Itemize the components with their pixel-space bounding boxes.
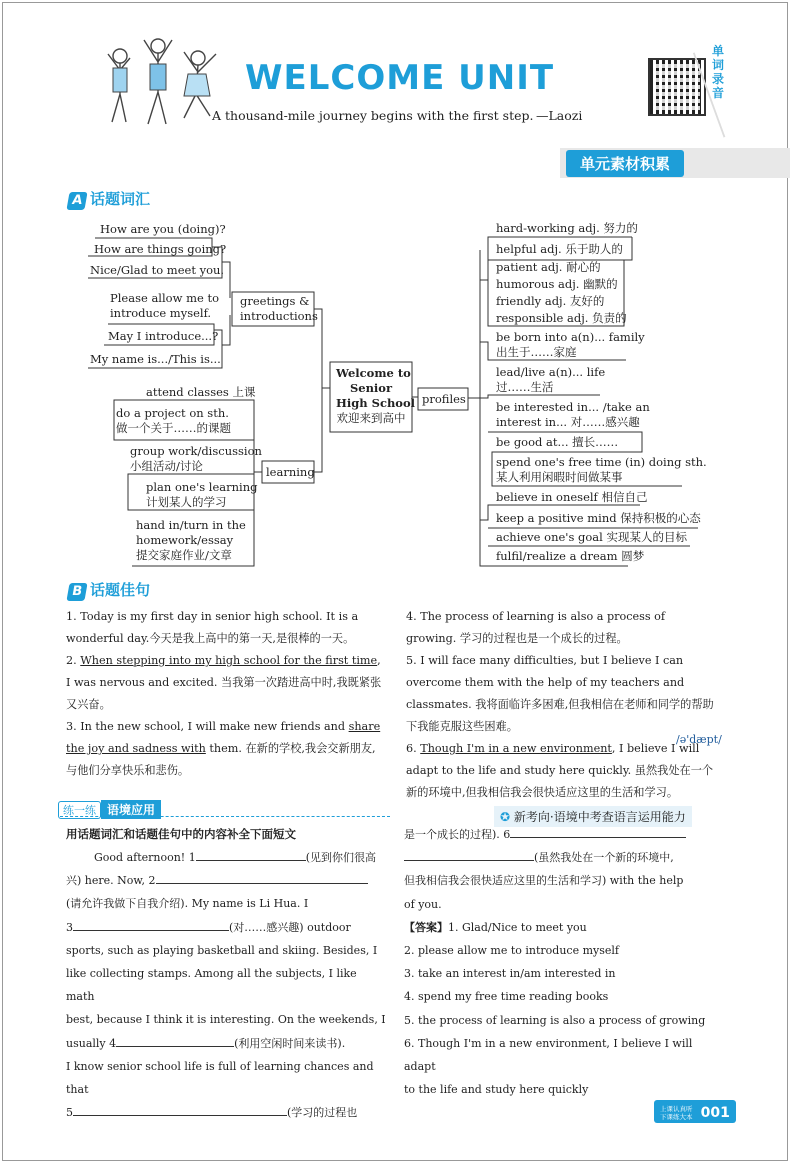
sentence-2-rest: , I was nervous and excited. 当我第一次踏进高中时,我既紧张又兴奋。 xyxy=(66,654,382,711)
profile-item: spend one's free time (in) doing sth. xyxy=(496,455,707,469)
section-a-badge: A xyxy=(66,192,87,210)
sentence-2-highlight: When stepping into my high school for the first time xyxy=(80,654,378,667)
exercise-instruction: 用话题词汇和话题佳句中的内容补全下面短文 xyxy=(66,827,296,841)
hub-learning: learning xyxy=(266,465,315,479)
unit-title: WELCOME UNIT xyxy=(245,58,555,98)
passage-line: sports, such as playing basketball and skiing. Besides, I xyxy=(66,943,378,957)
learning-item: 小组活动/讨论 xyxy=(130,459,203,473)
passage-line xyxy=(404,823,724,846)
passage-line xyxy=(66,869,388,892)
answer-item: 1. Glad/Nice to meet you xyxy=(448,920,587,934)
profile-item: humorous adj. 幽默的 xyxy=(496,277,618,291)
passage-text: 3 xyxy=(66,920,73,934)
sentence-6 xyxy=(406,738,718,804)
exercise-passage-right xyxy=(404,823,724,1101)
greeting-item: introduce myself. xyxy=(110,306,212,320)
sentence-6-rest: , I believe I will adapt to the life and study here quickly. 虽然我处在一个新的环境中,但我相信我会很快适应这里的生活和学习。 xyxy=(406,742,714,799)
answer-item: 3. take an interest in/am interested in xyxy=(404,967,616,981)
blank-6[interactable] xyxy=(510,837,686,838)
profile-item: believe in oneself 相信自己 xyxy=(496,490,648,504)
passage-line: of you. xyxy=(404,897,442,911)
blank-4[interactable] xyxy=(116,1046,234,1047)
answer-item: 6. Though I'm in a new environment, I believe I will adapt xyxy=(404,1036,693,1074)
center-line: High School xyxy=(336,396,416,410)
passage-line: (请允许我做下自我介绍). My name is Li Hua. I xyxy=(66,897,309,911)
section-tag: 单元素材积累 xyxy=(566,150,684,177)
profile-item: be good at... 擅长…… xyxy=(496,435,619,449)
greeting-item: My name is.../This is... xyxy=(90,352,221,366)
sentence-1: 1. Today is my first day in senior high school. It is a wonderful day.今天是我上高中的第一天,是很棒的一天。 xyxy=(66,610,359,645)
page-number: 001 xyxy=(700,1104,730,1121)
blank-5[interactable] xyxy=(73,1115,287,1116)
learning-item: homework/essay xyxy=(136,533,234,547)
blank-6-cont[interactable] xyxy=(404,860,534,861)
profile-item: be interested in... /take an xyxy=(496,400,650,414)
learning-item: group work/discussion xyxy=(130,444,262,458)
profile-item: 出生于……家庭 xyxy=(496,345,577,359)
greeting-item: Please allow me to xyxy=(110,291,219,305)
answer-item: to the life and study here quickly xyxy=(404,1083,589,1097)
exercise-divider xyxy=(60,816,390,817)
footer-slogan xyxy=(660,1105,693,1121)
passage-line: 但我相信我会很快适应这里的生活和学习) with the help xyxy=(404,874,684,888)
page-footer xyxy=(654,1100,736,1123)
sentence-3-start: 3. In the new school, I will make new friends and xyxy=(66,720,349,733)
passage-text: 兴) here. Now, 2 xyxy=(66,874,156,888)
footer-slogan-2: 下课练大本 xyxy=(660,1112,693,1121)
profile-item: achieve one's goal 实现某人的目标 xyxy=(496,530,687,544)
passage-text: (利用空闲时间来读书). xyxy=(234,1036,346,1050)
sentence-5: 5. I will face many difficulties, but I believe I can overcome them with the help of my teachers and classmates. 我将面临许多困难,但我相信在老师和同学的帮助下我能克服这些困难。 xyxy=(406,654,714,733)
greeting-item: How are things going? xyxy=(94,242,227,256)
passage-text: (学习的过程也 xyxy=(287,1106,358,1120)
learning-item: 计划某人的学习 xyxy=(146,495,227,509)
learning-item: 提交家庭作业/文章 xyxy=(136,548,232,562)
learning-item: 做一个关于……的课题 xyxy=(116,421,231,435)
exercise-badge-a: 练一练 xyxy=(58,801,101,819)
answer-item: 2. please allow me to introduce myself xyxy=(404,944,619,958)
sentence-right-column xyxy=(406,606,718,804)
section-b-heading xyxy=(68,579,150,601)
center-line: 欢迎来到高中 xyxy=(336,411,406,425)
greeting-item: Nice/Glad to meet you. xyxy=(90,263,225,277)
phonetic-note: /ə'dæpt/ xyxy=(676,733,722,746)
passage-line xyxy=(66,916,388,939)
footer-slogan-1: 上课认真听 xyxy=(660,1104,693,1113)
passage-text: Good afternoon! 1 xyxy=(94,851,196,864)
learning-item: hand in/turn in the xyxy=(136,518,246,532)
section-b-badge: B xyxy=(66,583,87,601)
passage-line: I know senior school life is full of learning chances and that xyxy=(66,1059,374,1097)
profile-item: friendly adj. 友好的 xyxy=(496,294,605,308)
sentence-left-column xyxy=(66,606,384,782)
passage-text: usually 4 xyxy=(66,1036,117,1050)
passage-text: (见到你们很高 xyxy=(305,851,377,864)
passage-text: 是一个成长的过程). 6 xyxy=(404,828,511,841)
section-b-label: 话题佳句 xyxy=(90,581,151,599)
motto-quote: A thousand-mile journey begins with the first step. xyxy=(212,108,534,123)
sentence-6-num: 6. xyxy=(406,742,421,755)
hub-profiles: profiles xyxy=(422,392,466,406)
blank-1[interactable] xyxy=(196,860,306,861)
passage-line xyxy=(66,1032,388,1055)
profile-item: keep a positive mind 保持积极的心态 xyxy=(496,511,701,525)
sentence-3-highlight: share the joy and sadness with xyxy=(66,720,381,755)
star-icon: ✪ xyxy=(500,810,514,824)
answer-item: 4. spend my free time reading books xyxy=(404,990,609,1004)
sentence-2 xyxy=(66,650,384,716)
learning-item: do a project on sth. xyxy=(116,406,229,420)
blank-2[interactable] xyxy=(156,883,368,884)
passage-line: best, because I think it is interesting. On the weekends, I xyxy=(66,1013,386,1027)
greeting-item: How are you (doing)? xyxy=(100,222,226,236)
exercise-badge-b: 语境应用 xyxy=(101,800,161,819)
sentence-2-num: 2. xyxy=(66,654,77,667)
profile-item: patient adj. 耐心的 xyxy=(496,260,601,274)
profile-item: hard-working adj. 努力的 xyxy=(496,221,638,235)
answer-item: 5. the process of learning is also a process of growing xyxy=(404,1013,706,1027)
profile-item: helpful adj. 乐于助人的 xyxy=(496,242,623,256)
passage-line: like collecting stamps. Among all the subjects, I like math xyxy=(66,967,357,1004)
profile-item: 过……生活 xyxy=(496,380,554,394)
profile-item: lead/live a(n)... life xyxy=(496,365,606,379)
sentence-4: 4. The process of learning is also a process of growing. 学习的过程也是一个成长的过程。 xyxy=(406,610,666,645)
profile-item: fulfil/realize a dream 圆梦 xyxy=(496,549,645,563)
answer-label: 【答案】 xyxy=(404,920,448,934)
profile-item: interest in... 对……感兴趣 xyxy=(496,415,640,429)
sentence-6-highlight: Though I'm in a new environment xyxy=(420,742,612,755)
passage-line xyxy=(66,1101,388,1124)
passage-line xyxy=(66,846,388,869)
center-line: Senior xyxy=(349,381,393,395)
section-a-label: 话题词汇 xyxy=(90,190,151,208)
new-direction-text: 新考向·语境中考查语言运用能力 xyxy=(513,810,686,824)
passage-text: (对……感兴趣) outdoor xyxy=(229,920,351,934)
learning-item: plan one's learning xyxy=(146,480,258,494)
sentence-3-rest: them. 在新的学校,我会交新朋友,与他们分享快乐和悲伤。 xyxy=(66,742,376,777)
greeting-item: May I introduce...? xyxy=(108,329,219,343)
center-node xyxy=(336,366,416,426)
learning-item: attend classes 上课 xyxy=(146,385,256,399)
hub-greetings-line1: greetings & xyxy=(240,294,310,308)
center-line: Welcome to xyxy=(336,366,411,380)
profile-item: 某人利用闲暇时间做某事 xyxy=(496,470,623,484)
blank-3[interactable] xyxy=(73,930,229,931)
profile-item: responsible adj. 负责的 xyxy=(496,311,627,325)
passage-text: 5 xyxy=(66,1106,73,1120)
passage-line xyxy=(404,846,724,869)
exercise-passage-left xyxy=(66,846,388,1124)
answer-line xyxy=(404,916,724,939)
passage-text: (虽然我处在一个新的环境中, xyxy=(534,851,674,865)
hub-greetings-line2: introductions xyxy=(240,309,318,323)
quote-author: —Laozi xyxy=(536,108,583,123)
sentence-3 xyxy=(66,716,384,782)
profile-item: be born into a(n)... family xyxy=(496,330,645,344)
qr-tag-label: 单词录音 xyxy=(712,44,725,100)
